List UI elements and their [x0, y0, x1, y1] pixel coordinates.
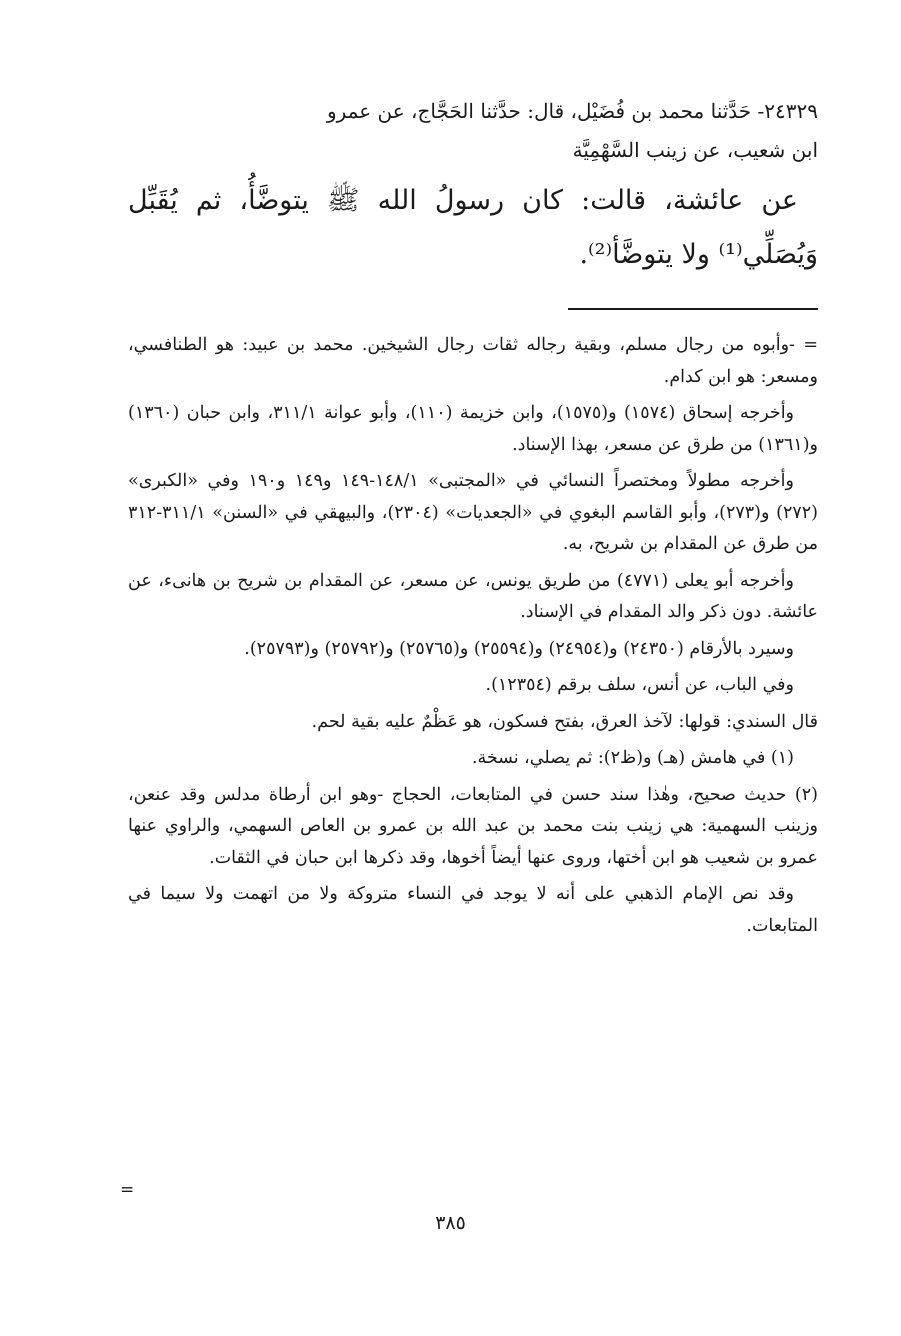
footnotes: [128, 330, 818, 942]
footnote-paragraph: وفي الباب، عن أنس، سلف برقم (١٢٣٥٤).: [485, 675, 794, 695]
footnote-paragraph: قال السندي: قولها: لآخذ العرق، بفتح فسكون، هو عَظْمٌ عليه بقية لحم.: [311, 711, 818, 732]
hadith-matn: عن عائشة، قالت: كان رسولُ الله ﷺ يتوضَّأُ، ثم يُقَبِّل وَيُصَلِّي⁽¹⁾ ولا يتوضَّأ⁽²⁾.: [128, 185, 818, 270]
footnote-2: (٢) حديث صحيح، وهٰذا سند حسن في المتابعات، الحجاج -وهو ابن أرطاة مدلس وقد عنعن، وزينب السهمية: هي زينب بنت محمد بن عبد الله بن عمرو بن العاص السهمي، والراوي عنها عمرو بن شعيب هو ابن أختها، وروى عنها أيضاً أخوها، وقد ذكرها ابن حبان في الثقات.: [128, 784, 818, 868]
footnote-paragraph: وسيرد بالأرقام (٢٤٣٥٠) و(٢٤٩٥٤) و(٢٥٥٩٤) و(٢٥٧٦٥) و(٢٥٧٩٢) و(٢٥٧٩٣).: [244, 638, 794, 659]
footnote-paragraph: وقد نص الإمام الذهبي على أنه لا يوجد في النساء متروكة ولا من اتهمت ولا سيما في المتابعات.: [128, 884, 818, 936]
hadith-isnad-line1: ٢٤٣٢٩- حَدَّثنا محمد بن فُضَيْل، قال: حدَّثنا الحَجَّاج، عن عمرو: [326, 99, 818, 123]
page-body: [128, 92, 818, 947]
hadith-isnad-line2: ابن شعيب، عن زينب السَّهْمِيَّة: [572, 138, 818, 162]
footnote-paragraph: وأخرجه أبو يعلى (٤٧٧١) من طريق يونس، عن مسعر، عن المقدام بن شريح بن هانىء، عن عائشة. دون ذكر والد المقدام في الإسناد.: [128, 570, 818, 622]
footnote-divider: [568, 308, 818, 310]
footnote-paragraph: وأخرجه إسحاق (١٥٧٤) و(١٥٧٥)، وابن خزيمة (١١٠)، وأبو عوانة ٣١١/١، وابن حبان (١٣٦٠) و(١٣٦١) من طرق عن مسعر، بهذا الإسناد.: [128, 403, 818, 455]
footnote-paragraph: وأخرجه مطولاً ومختصراً النسائي في «المجتبى» ١٤٨/١-١٤٩ و١٤٩ و١٩٠ وفي «الكبرى» (٢٧٢) و(٢٧٣)، وأبو القاسم البغوي في «الجعديات» (٢٣٠٤)، والبيهقي في «السنن» ٣١١/١-٣١٢ من طرق عن المقدام بن شريح، به.: [128, 471, 818, 554]
continuation-mark: =: [120, 1180, 135, 1200]
page-number: ٣٨٥: [435, 1212, 466, 1234]
footnote-continuation: = -وأبوه من رجال مسلم، وبقية رجاله ثقات رجال الشيخين. محمد بن عبيد: هو الطنافسي، ومسعر: هو ابن كدام.: [128, 335, 818, 387]
footnote-1: (١) في هامش (هـ) و(ظ٢): ثم يصلي، نسخة.: [471, 748, 794, 768]
hadith-isnad: [128, 92, 818, 170]
